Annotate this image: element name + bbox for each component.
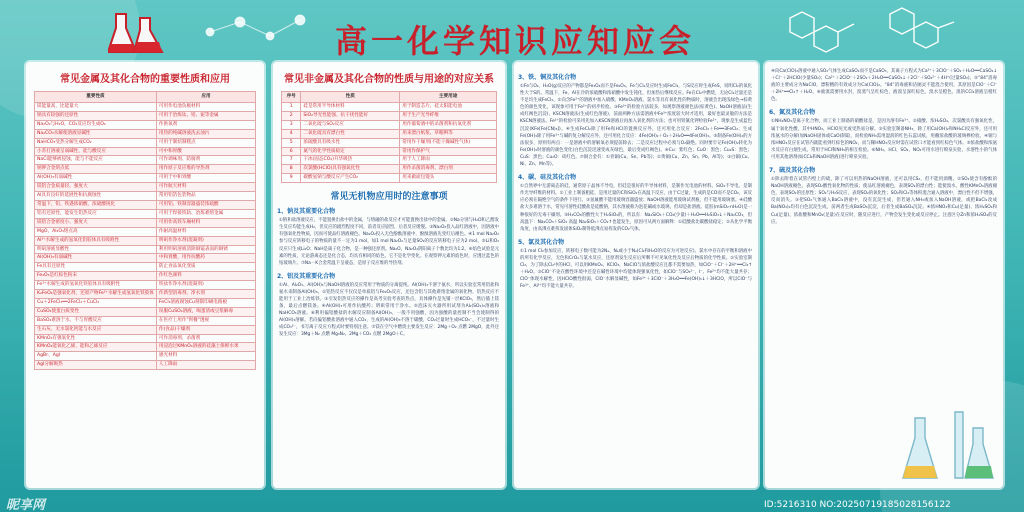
table-header: 序号 [282,92,301,103]
application-cell: 感光材料 [156,352,255,361]
section-heading: 7、硫及其化合物 [769,167,816,175]
table-row [282,165,497,174]
property-cell: SiO₂导光性能强、抗干扰性能好 [301,111,400,120]
table-row [35,236,256,245]
table-row [35,209,256,218]
property-cell: 钠具有较强的还原性 [35,111,157,120]
table-row [35,316,256,325]
application-cell: 可作调味剂、防腐剂 [156,156,255,165]
table-row [35,361,256,370]
index-cell: 7 [282,156,301,165]
property-cell: 硅是常用半导体材料 [301,103,400,112]
property-cell: 镁铝合金密度小、强度大 [35,218,157,227]
property-cell: KMnO₄能氧化乙烯，能和乙烯反应 [35,343,157,352]
table-header: 主要用途 [400,92,497,103]
property-cell: 明矾溶液显酸性 [35,245,157,254]
application-cell: 作红色颜料 [156,272,255,281]
panel-notes-nitrogen-sulfur [765,62,1003,488]
section-body: ①除去附着在试管内壁上的硫，除了可以用热的NaOH溶液，还可以用CS₂，但不能用酒精。②SO₂使含有酚酞的NaOH溶液褪色，表现SO₂酸性氧化物的性质；使品红溶液褪色，表现SO₂的漂白性；能使溴水、酸性KMnO₄溶液褪色，表现SO₂的还原性；SO₂与H₂S反应，表现SO₂的氧化性；SO₂和Cl₂等体积混合通入溶液中，漂白性不但不增强，反而消失。③把SO₂气体通入BaCl₂溶液中，没有沉淀生成，但若通入NH₃或加入NaOH溶液，或把BaCl₂改成Ba(NO₃)₂均有白色沉淀生成，前两者生成BaSO₃沉淀，后者生成BaSO₄沉淀。④浓HNO₃和Cu(足量)、浓H₂SO₄和Cu(足量)、浓盐酸和MnO₂(足量)在反应时，随反应进行，产物会发生变化或反应停止。注意区分Zn和浓H₂SO₄的反应。 [771,177,997,225]
section-body: ①1 mol Cl₂参加反应，转移电子数可能为2Nₐ、Nₐ或小于Nₐ(Cl₂和H₂O的反应为可逆反应)。氯水中存在的平衡和溶液中的所有化学反应，无色和CrO₂与氯水反应，还原剂发生反应后所剩不可见氧化性及反应后物质的化学性质。②实验室制Cl₂，为了除去Cl₂中的HCl，可以用KMnO₄、KClO₃、NaClO与浓盐酸反应且都不需要加热，如ClO⁻＋Cl⁻＋2H⁺══Cl₂↑＋H₂O。③ClO⁻不论在酸性环境中还是在碱性环境中均能体现强氧化性，如ClO⁻与SO₃²⁻、I⁻、Fe²⁺均不能大量共存；ClO⁻体现水解性，因HClO酸性很弱，ClO⁻水解显碱性，如Fe³⁺＋3ClO⁻＋3H₂O══Fe(OH)₃↓＋3HClO，所以ClO⁻与Fe³⁺、Al³⁺均不能大量共存。 [520,248,753,290]
application-cell: FeCl₃溶液腐蚀Cu刻制印刷电路板 [156,298,255,307]
section-body: ①NH₄NO₃是离子化合物，而工业上制备的硝酸盐是，是因为溶有Fe³⁺。②硝酸、浓H₂SO₄、次氯酸具有强氧化性，属于氧化性酸，其中HNO₃、HClO见光或受热易分解。③实验室制备NH₃，除了用Ca(OH)₂和NH₄Cl反应外，还可用浓氨水的分解(加NaOH固体或CaO)制取，而检验NH₃需用湿润的红色石蕊试纸，用蘸浓盐酸的玻璃棒检验。④铜与浓HNO₃反应在试管内就能看到红棕色的NO₂，而与稀HNO₃反应时需在试管口才能看到红棕色气体。⑤浓盐酸和浓氨水反应有白烟生成，常用于HCl和NH₃的相互检验。⑥NH₃、HCl、SO₂、NO₂可用水进行喷泉实验，水溶性小的气体可用其他溶剂(如CCl₄和NaOH溶液)进行喷泉实验。 [771,119,997,160]
application-cell: 误服CuSO₄溶液，喝蛋清或豆浆解毒 [156,307,255,316]
use-cell: 用来做面包馒头 [400,174,497,183]
flask-illustration-icon [895,408,995,484]
property-cell: Al(OH)₃有弱碱性 [35,254,157,263]
application-cell: 常用铝箔包装物品 [156,192,255,201]
application-cell: 可用作高铁车厢材料 [156,218,255,227]
notes-sections [765,62,1003,226]
image-id-label: ID:5216310 NO:20250719185028156122 [764,500,951,510]
property-cell: K₂FeO₄是强氧化剂，还原产物Fe³⁺水解生成氢氧化铁胶体 [35,290,157,299]
table-row [35,111,256,120]
application-cell: 可作航天材料 [156,183,255,192]
table-header: 性质 [301,92,400,103]
application-cell: 用浸泡过KMnO₄溶液的硅藻土保鲜水果 [156,343,255,352]
table-row [35,103,256,112]
application-cell: 作新型消毒剂、净水剂 [156,290,255,299]
property-cell: 铝有还原性，能发生铝热反应 [35,209,157,218]
application-cell: 明矾作净水剂(混凝剂) [156,236,255,245]
property-cell: 小苏打溶液呈弱碱性，能与酸反应 [35,147,157,156]
hexagon-molecule-icon [770,4,970,60]
application-cell: 用热的纯碱溶液洗去油污 [156,129,255,138]
section-body: ①Fe与O₂、H₂O(g)反应的产物都是Fe₃O₄而不是Fe₂O₃。Fe与Cl₂反应时生成FeCl₃，与S反应时生成FeS，说明Cl₂的氧化性大于S的。常温下，Fe、Al在冷的浓硫酸和浓硝酸中发生钝化，但加热后继续反应。Fe在Cl₂中燃烧，无论Cl₂过量还是不足均生成FeCl₃。②向含Fe²⁺的溶液中加入硝酸、KMnO₄溶液、氯水等具有氧化性的物质时，溶液会出现浅绿色→棕黄色的颜色变化，该现象可用于Fe²⁺的初步检验。③Fe³⁺的检验方法较多，如观察溶液颜色法(棕黄色)、NaOH溶液法(生成红褐色沉淀)、KSCN溶液法(生成红色溶液)，前面两种方法需溶液中Fe³⁺浓度较大时才适用，最好也最灵敏的方法是KSCN溶液法。Fe²⁺的检验可采用先加入KSCN溶液后再加入氧化剂的方法；也可用铁氰化钾检验Fe²⁺，现象是生成蓝色沉淀(KFe[Fe(CN)₆])。④生成FeCl₂除了用Fe和HCl的置换反应外，还可用化合反应：2FeCl₃＋Fe══3FeCl₂；生成Fe(OH)₃除了用Fe³⁺与碱的复分解反应外，还可用化合反应：4Fe(OH)₂＋O₂＋2H₂O══4Fe(OH)₃。⑤制备Fe(OH)₂的方法很多，原则有两点：一是溶液中的溶解氧必须提前除去；二是反应过程中必须与O₂隔绝。同时要牢记Fe(OH)₂转化为Fe(OH)₃时溶液的颜色变化(白色沉淀迅速变成灰绿色，最后变成红褐色)。⑥Cu：紫红色；CuO：黑色；Cu₂S：黑色；CuS：黑色；Cu₂O：砖红色。⑦铜合金有：①青铜(Cu、Sn、Pb等)；②黄铜(Cu、Zn、Sn、Pb、Al等)；③白铜(Cu、Ni、Zn、Mn等)。 [520,84,752,168]
property-cell: 钠钾合金熔点低 [35,165,157,174]
table-row [282,174,497,183]
index-cell: 3 [282,120,301,129]
use-cell: 用于人工降雨 [400,156,497,165]
application-cell: 可用于中和胃酸 [156,174,255,183]
molecule-icon [200,12,320,52]
index-cell: 6 [282,147,301,156]
property-cell: 氮气的化学性质稳定 [301,147,400,156]
application-cell: 可用于焊接铁轨、冶炼难熔金属 [156,209,255,218]
application-cell: 防止食品氧化变质 [156,263,255,272]
index-cell: 5 [282,138,301,147]
property-cell: MgO、Al₂O₃熔点高 [35,227,157,236]
section-heading: 1、钠及其重要化合物 [277,208,336,216]
use-cell: 用于生产光导纤维 [400,111,497,120]
application-cell: 作耐高温材料 [156,227,255,236]
table-row [35,298,256,307]
property-cell: 镁铝合金质量轻、强度大 [35,183,157,192]
section-body: ①Al、Al₂O₃、Al(OH)₃与NaOH溶液的反应常用于物质的分离提纯。Al(OH)₃不溶于氨水，所以实验室常用铝盐和氨水来制备Al(OH)₃。②铝热反应不仅仅是单质铝与Fe₂O₃反应，还包含铝与其他难熔金属的氧化物，铝热反应不能用于工业上冶炼铁。③引发铝热反应的操作是高考实验考查的热点，具体操作是先铺一层KClO₃，然后插上镁条，最后点燃镁条。④Al(OH)₃可用作抗酸药；明矾常用于净水。⑤泡沫灭火器所用试剂为Al₂(SO₄)₃溶液和NaHCO₃溶液。⑥利用偏铝酸盐的水解反应制备Al(OH)₃，一般不用强酸，因为强酸的量控制不当会使制得的Al(OH)₃溶解。若向偏铝酸盐溶液中通入CO₂，生成的Al(OH)₃不溶于碳酸，CO₂过量时生成HCO₃⁻，不过量时生成CO₃²⁻，书写离子反应方程式时要特别注意。⑦镁在空气中燃烧主要发生反应：2Mg＋O₂ 点燃 2MgO，此外还发生反应：3Mg＋N₂ 点燃 Mg₃N₂、2Mg＋CO₂ 点燃 2MgO＋C。 [279,282,499,338]
use-cell: 用作杀菌消毒剂、漂白剂 [400,165,497,174]
panel-notes-iron-silicon-chlorine [514,62,758,488]
property-cell: Cu＋2FeCl₃══2FeCl₂＋CuCl₂ [35,298,157,307]
property-cell: 干冰(固态CO₂)升华吸热 [301,156,400,165]
table-header: 应用 [156,92,255,103]
use-cell: 用来漂白纸浆、草帽辫等 [400,129,497,138]
table-row [35,129,256,138]
table-row [282,103,497,112]
application-cell: 铁盐作净水剂(混凝剂) [156,281,255,290]
property-cell: KMnO₄有强氧化性 [35,334,157,343]
table-row [35,200,256,209]
table-row [282,156,497,165]
notes-sections [514,62,758,290]
panel-title: 常见金属及其化合物的重要性质和应用 [60,74,230,85]
property-cell: AgI分解吸热 [35,361,157,370]
table-row [35,138,256,147]
table-row [35,174,256,183]
property-cell: 碳酸氢钠与酸反应产生CO₂ [301,174,400,183]
application-cell: 人工降雨 [156,361,255,370]
property-cell: Na₂CO₃水解使溶液显碱性 [35,129,157,138]
page-title: 高一化学知识应知应会 [334,22,695,60]
index-cell: 1 [282,103,301,112]
nonmetal-properties-table [281,91,497,183]
property-cell: Al具有良好的延展性和抗腐蚀性 [35,192,157,201]
table-header: 重要性质 [35,92,157,103]
section-body: ④向Ca(ClO)₂溶液中通入SO₂气体生成CaSO₄而不是CaSO₃，其离子方程式为Ca²⁺＋3ClO⁻＋SO₂＋H₂O══CaSO₄↓＋Cl⁻＋2HClO(少量SO₂)；Ca²⁺＋2ClO⁻＋2SO₂＋2H₂O══CaSO₄↓＋2Cl⁻＋SO₄²⁻＋4H⁺(过量SO₂)。⑤“84”消毒液的主要成分为NaClO，漂粉精的有效成分为Ca(ClO)₂。“84”消毒液和洁厕灵不能混合使用，其原因是ClO⁻＋Cl⁻＋2H⁺══Cl₂↑＋H₂O。⑥液溴需要用水封，溴蒸气呈红棕色，液溴呈深红棕色，溴水呈橙色，溴的CCl₄溶液呈橙红色。 [771,69,997,103]
application-cell: 可用铝、铁制容器盛装浓硫酸 [156,200,255,209]
table-row [35,307,256,316]
property-cell: Fe₂O₃是红棕色粉末 [35,272,157,281]
application-cell: 用作原子反应堆的导热剂 [156,165,255,174]
table-row [35,192,256,201]
property-cell: 次氯酸(HClO)具有强氧化性 [301,165,400,174]
section-heading: 6、氮及其化合物 [769,109,816,117]
section-heading: 4、碳、硅及其化合物 [518,174,577,182]
application-cell: 作供氧剂 [156,120,255,129]
property-cell: Al³⁺水解生成的氢氧化铝胶体具有吸附性 [35,236,157,245]
table-row [35,218,256,227]
panel-nonmetal-compounds [273,62,505,488]
index-cell: 8 [282,165,301,174]
property-cell: Al(OH)₃有弱碱性 [35,174,157,183]
application-cell: 中和胃酸，用作抗酸药 [156,254,255,263]
flask-icon [108,10,164,58]
table-row [35,254,256,263]
property-cell: 镁能量高，比能量大 [35,103,157,112]
property-cell: 生石灰、无水氯化钙能与水反应 [35,325,157,334]
notes-sections [273,206,505,338]
index-cell: 4 [282,129,301,138]
use-cell: 用作葡萄酒中的杀菌剂和抗氧化剂 [400,120,497,129]
use-cell: 用于制造芯片、硅太阳能电池 [400,103,497,112]
property-cell: 浓硫酸具有吸水性 [301,138,400,147]
table-row [35,272,256,281]
property-cell: AgBr、AgI [35,352,157,361]
table-row [282,129,497,138]
table-row [35,245,256,254]
table-row [35,334,256,343]
table-row [35,343,256,352]
property-cell: 常温下，铝、铁遇浓硝酸、浓硫酸钝化 [35,200,157,209]
property-cell: NaCl能够被侵蚀，能与不能反应 [35,156,157,165]
property-cell: Na₂O₂与H₂O、CO₂反应均生成O₂ [35,120,157,129]
metal-properties-table [34,91,256,370]
table-row [35,281,256,290]
watermark-logo: 昵享网 [6,498,46,512]
application-cell: 可用于制焙制糕点 [156,138,255,147]
table-row [282,120,497,129]
table-row [35,352,256,361]
table-row [35,165,256,174]
panel-title: 常见非金属及其化合物的性质与用途的对应关系 [284,74,494,85]
application-cell: 利用明矾溶液清除铜镜表面的铜锈 [156,245,255,254]
section-heading: 3、铁、铜及其化合物 [518,74,577,81]
application-cell: 可作消毒剂、杀菌剂 [156,334,255,343]
panel-metal-compounds [26,62,264,488]
table-body [35,103,256,370]
section-body: ①钠和盐溶液反应，不能置换出盐中的金属，与熔融的盐反应才可能置换出盐中的金属。②Na分别与H₂O和乙醇发生反应均能生成H₂，但反应的剧烈程度不同，前者反应剧烈，后者反应缓慢。③Na₂O₂投入品红溶液中，因溶液中有强氧化性物质，因而可使品红溶液褪色。Na₂O₂投入无色酚酞溶液中，酚酞溶液先变红后褪色。④1 mol Na₂O₂参与反应转移电子的物质的量不一定为1 mol，如1 mol Na₂O₂与足量SO₂的反应转移电子应为2 mol。⑤Li和O₂反应只生成Li₂O；NaH是离子化合物，是一种强还原剂。Na₂O、Na₂O₂阴阳离子个数比均为1∶2。⑥焰色试验是元素的性质，无论游离态还是化合态，均具有相同的焰色，它不是化学变化。在观察钾元素的焰色时，应透过蓝色的钴玻璃片。⑦Na－K合金常温下呈液态，是原子反应堆的导热剂。 [279,218,499,266]
property-cell: 二氧化硫与SO₂反应 [301,120,400,129]
section-heading: 5、氯及其化合物 [518,238,565,246]
application-cell: 作(食品)干燥剂 [156,325,255,334]
property-cell: Fe具有还原性 [35,263,157,272]
section-subtitle: 常见无机物应用时的注意事项 [330,192,448,203]
property-cell: 二氧化硫具有漂白性 [301,129,400,138]
table-row [35,156,256,165]
property-cell: NaHCO₃受热分解生成CO₂ [35,138,157,147]
section-heading: 2、铝及其重要化合物 [277,272,336,280]
property-cell: Fe³⁺水解生成的氢氧化铁胶体具有吸附性 [35,281,157,290]
application-cell: 可用于冶炼钛、锆、铌等金属 [156,111,255,120]
application-cell: 可用作电池负极材料 [156,103,255,112]
table-body [282,103,497,183]
table-row [35,120,256,129]
table-row [35,183,256,192]
index-cell: 9 [282,174,301,183]
table-row [35,290,256,299]
table-row [35,227,256,236]
table-row [35,325,256,334]
index-cell: 2 [282,111,301,120]
table-row [35,147,256,156]
table-row [282,111,497,120]
application-cell: 在医疗上用作"钡餐"透视 [156,316,255,325]
table-row [282,147,497,156]
property-cell: CuSO₄使蛋白质变性 [35,307,157,316]
application-cell: 可中和胃酸 [156,147,255,156]
property-cell: BaSO₄难溶于水，不与胃酸反应 [35,316,157,325]
use-cell: 常用作保护气 [400,147,497,156]
section-body: ①自然界中无游离态的硅，通常原子晶体不导电，但硅是很好的半导体材料，是制作光电池的材料。SiO₂不导电，是制作光导纤维的材料。②工业上制备粗硅，是用过量的C和SiO₂在高温下反应，由于C过量，生成的是CO而不是CO₂，该反应必须在隔绝空气的条件下进行。③氢氟酸不能用玻璃容器盛放；NaOH溶液能用玻璃试剂瓶，但不能用玻璃塞。④硅酸盐大多难溶于水，常见可溶性硅酸盐是硅酸钠，其水溶液称为泡花碱或水玻璃，但却是盐溶液。硅胶(mSiO₂·nH₂O)是一种很好的无毒干燥剂。⑤H₂CO₃的酸性大于H₂SiO₃的，所以有：Na₂SiO₃＋CO₂(少量)＋H₂O══H₂SiO₃↓＋Na₂CO₃，但高温下：Na₂CO₃＋SiO₂ 高温 Na₂SiO₃＋CO₂↑也能发生，原因可从两方面解释：①硅酸盐比碳酸盐稳定；②从化学平衡角度，由高沸点难挥发固体SiO₂制得低沸点易挥发的CO₂气体。 [520,184,752,232]
table-row [35,263,256,272]
use-cell: 常用作干燥剂(不能干燥碱性气体) [400,138,497,147]
table-row [282,138,497,147]
